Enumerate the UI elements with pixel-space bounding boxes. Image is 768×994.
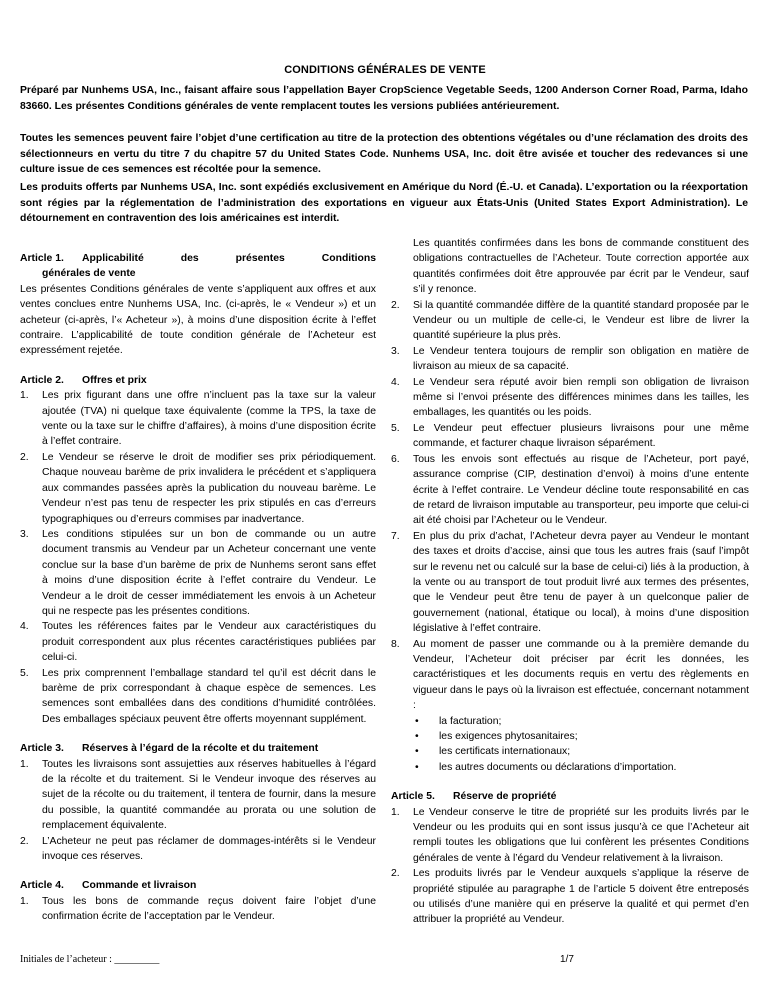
bullet-icon: • [415,715,419,727]
item-text: Toutes les références faites par le Vendeur aux caractéristiques du produit correspondent aux plus récentes caractéristiques publiées par celui-ci. [42,621,376,664]
list-item [391,375,749,421]
list-item [20,619,376,665]
item-text: Au moment de passer une commande ou à la première demande du Vendeur, l’Acheteur doit préciser par écrit les données, les caractéristiques et les documents requis en vertu des règlements en vigueur dans le pays où la livraison est effectuée, concernant notamment : [413,638,749,712]
item-text: Le Vendeur tentera toujours de remplir son obligation en matière de livraison au mieux de sa capacité. [413,345,749,373]
item-number: 2. [20,451,29,463]
bullet-item [413,744,749,759]
list-item [391,344,749,375]
requirements-bullet-list [391,714,749,776]
list-item [20,834,376,865]
article-number: Article 2. [20,374,64,386]
article-1-heading [20,251,376,266]
article-title: Réserve de propriété [453,791,557,803]
bullet-text: la facturation; [439,715,502,727]
article-1-title-continued: générales de vente [42,268,136,280]
bullet-item [413,714,749,729]
item-number: 2. [20,835,29,847]
list-item [20,894,376,925]
list-item [20,527,376,619]
article-number: Article 4. [20,880,64,892]
article-1-text: Les présentes Conditions générales de vente s’appliquent aux offres et aux ventes conclues entre Nunhems USA, Inc. (ci-après, le « Vendeur ») et un acheteur (ci-après, l’« Acheteur »), à moins d’une disposition écrite à l’effet contraire. L’applicabilité de toute condition générale de l’Acheteur est expressément rejetée. [20,283,376,357]
article-title: Réserves à l’égard de la récolte et du traitement [82,743,319,755]
bullet-icon: • [415,731,419,742]
page-number: 1/7 [560,954,574,965]
bullet-icon: • [415,746,419,758]
item-number: 8. [391,638,400,650]
list-item [391,298,749,344]
item-text: Les prix figurant dans une offre n’incluent pas la taxe sur la valeur ajoutée (TVA) ni quelque taxe équivalente (comme la TPS, la taxe de vente ou la taxe sur le chiffre d’affaires), à moins d’une disposition écrite à l’effet contraire. [42,390,376,448]
list-item [20,757,376,834]
item-text: Si la quantité commandée diffère de la quantité standard proposée par le Vendeur ou un multiple de celle-ci, le Vendeur est libre de livrer la quantité supérieure la plus près. [413,299,749,342]
item-number: 5. [391,422,400,434]
item-text: Tous les bons de commande reçus doivent faire l’objet d’une confirmation écrite de l’acceptation par le Vendeur. [42,895,376,923]
left-column [20,229,376,925]
article-5-heading [391,789,749,804]
item-text: Les produits livrés par le Vendeur auxquels s’applique la réserve de propriété stipulée au paragraphe 1 de l’article 5 doivent être entreposés ou utilisés d’une manière qui en préserve la qualité et qui permet d’en attribuer la propriété au Vendeur. [413,868,749,926]
article-title: Commande et livraison [82,880,197,892]
item-number: 2. [391,299,400,311]
list-item [20,388,376,450]
intro-paragraph-export: Les produits offerts par Nunhems USA, Inc. sont expédiés exclusivement en Amérique du Nord (É.-U. et Canada). L’exportation ou la réexportation sont régies par la réglementation de l’administration des exportations en vigueur aux États-Unis (United States Export Administration). Le détournement en contravention des lois américaines est interdit. [20,182,748,224]
item-text: Toutes les livraisons sont assujetties aux réserves habituelles à l’égard de la récolte et du traitement. Si le Vendeur invoque des réserves au sujet de la récolte ou du traitement, il tentera de fournir, dans la mesure du possible, la quantité commandée au prorata ou une solution de remplacement équivalente. [42,758,376,832]
item-number: 1. [20,390,29,402]
list-item [20,666,376,728]
bullet-item [413,760,749,775]
item-text: Le Vendeur se réserve le droit de modifier ses prix périodiquement. Chaque nouveau barème de prix invalidera le précédent et s’appliquera aux commandes passées après la publication du nouveau barème. Le Vendeur n’est pas tenu de respecter les prix stipulés en cas d’erreurs typographiques ou d’erreurs commises par inadvertance. [42,451,376,525]
item-text: L’Acheteur ne peut pas réclamer de dommages-intérêts si le Vendeur invoque ces réserves. [42,835,376,863]
list-item [391,421,749,452]
right-column [391,236,749,928]
item-number: 1. [20,758,29,770]
item-number: 3. [391,345,400,357]
buyer-initials-field: Initiales de l’acheteur : _________ [20,954,160,965]
item-text: Les conditions stipulées sur un bon de commande ou un autre document transmis au Vendeur par un Acheteur concernant une vente conclue sur la base d’un barème de prix de Nunhems seront sans effet à moins d’une disposition écrite à l’effet contraire du Vendeur. Le Vendeur a le droit de cesser immédiatement les envois à un Acheteur qui ne respecte pas les présentes conditions. [42,528,376,617]
list-item [20,450,376,527]
list-item [391,452,749,529]
item-number: 7. [391,530,400,542]
article-4-heading [20,878,376,893]
article-number: Article 1. [20,253,64,264]
article-title: Applicabilité des présentes Conditions [82,253,376,264]
item-text: En plus du prix d’achat, l’Acheteur devra payer au Vendeur le montant des taxes et droits d’accise, ainsi que tous les autres frais (sauf l’impôt sur le revenu net ou calculé sur la base de celui-ci) liés à la production, à la vente ou au transport de tout produit livré aux termes des présentes, que le Vendeur peut être tenu de payer à un quelconque palier de gouvernement (national, étatique ou local), à moins d’une disposition législative à l’effet contraire. [413,530,749,635]
item-number: 4. [391,376,400,388]
bullet-text: les certificats internationaux; [439,746,571,758]
item-number: 4. [20,621,29,633]
item-number: 1. [20,895,29,907]
item-text: Tous les envois sont effectués au risque de l’Acheteur, port payé, assurance comprise (CIP, destination d’envoi) à moins d’une entente écrite à l’effet contraire. Le Vendeur décline toute responsabilité en cas de retard de livraison imputable au transporteur, peu importe que celui-ci ait été choisi par l’Acheteur ou le Vendeur. [413,453,749,527]
article-number: Article 5. [391,791,435,803]
article-3-heading [20,741,376,756]
bullet-item [413,729,749,744]
item-number: 5. [20,667,29,679]
item-number: 2. [391,868,400,880]
item-number: 6. [391,453,400,465]
list-item [391,866,749,928]
document-page [20,0,750,994]
intro-paragraph-certification: Toutes les semences peuvent faire l’objet d’une certification au titre de la protection des obtentions végétales ou d’une réclamation des droits des sélectionneurs en vertu du titre 7 du chapitre 57 du United States Code. Nunhems USA, Inc. doit être avisée et toucher des redevances si une culture issue de ces semences est récoltée pour la semence. [20,133,748,175]
list-item [391,529,749,637]
bullet-icon: • [415,761,419,773]
article-number: Article 3. [20,743,64,755]
article-2-heading [20,373,376,388]
document-title: CONDITIONS GÉNÉRALES DE VENTE [284,64,486,76]
item-text: Le Vendeur peut effectuer plusieurs livraisons pour une même commande, et facturer chaque livraison séparément. [413,422,749,450]
item-text: Les prix comprennent l’emballage standard tel qu’il est décrit dans le barème de prix correspondant à chaque espèce de semences. Les semences sont emballées dans des conditions d’humidité contrôlées. Des emballages spéciaux peuvent être offerts moyennant supplément. [42,667,376,725]
item-text: Le Vendeur sera réputé avoir bien rempli son obligation de livraison même si l’envoi présente des différences minimes dans les tailles, les emballages, les quantités ou les poids. [413,376,749,419]
intro-paragraph-preparer: Préparé par Nunhems USA, Inc., faisant affaire sous l’appellation Bayer CropScience Vegetable Seeds, 1200 Anderson Corner Road, Parma, Idaho 83660. Les présentes Conditions générales de vente remplacent toutes les versions publiées antérieurement. [20,85,748,112]
article-title: Offres et prix [82,374,147,386]
bullet-text: les exigences phytosanitaires; [439,731,578,742]
bullet-text: les autres documents ou déclarations d’importation. [439,761,677,773]
item-number: 1. [391,806,400,818]
item-text: Le Vendeur conserve le titre de propriété sur les produits livrés par le Vendeur ou les produits qui en sont issus jusqu’à ce que l’Acheteur ait rempli toutes les obligations que lui confèrent les présentes Conditions générales de vente à l’égard du Vendeur relativement à la livraison. [413,806,749,864]
list-item [391,637,749,714]
item-number: 3. [20,528,29,540]
list-item [391,805,749,867]
article-4-continuation: Les quantités confirmées dans les bons de commande constituent des obligations contractuelles de l’Acheteur. Toute correction apportée aux quantités confirmées doit être approuvée par écrit par le Vendeur, sauf s’il y renonce. [413,238,749,296]
